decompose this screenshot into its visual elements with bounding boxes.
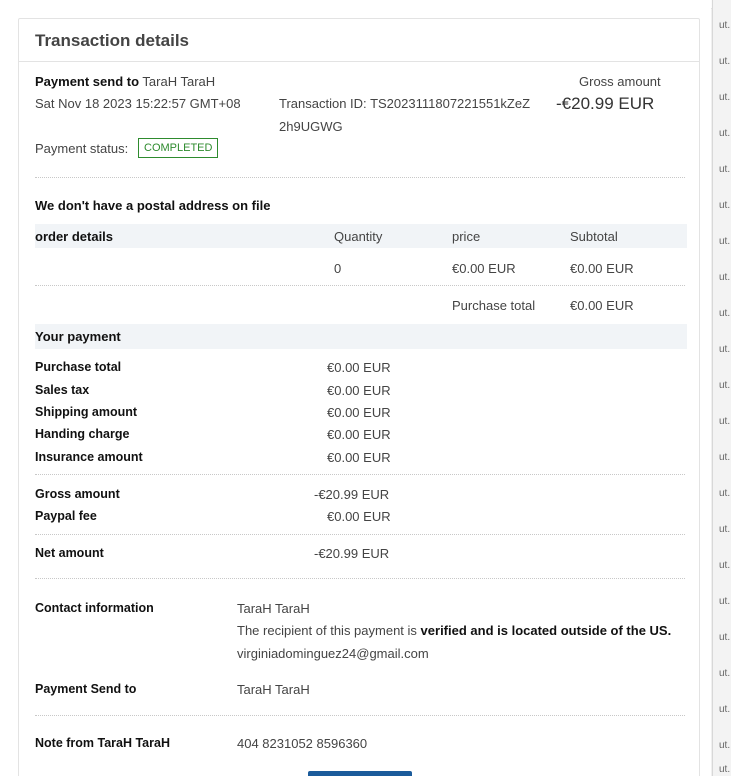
divider: [35, 285, 685, 286]
bg-text-fragment: ut.: [719, 236, 731, 247]
transaction-id-label: Transaction ID:: [279, 96, 367, 111]
paypal-fee-value: €0.00 EUR: [327, 509, 391, 524]
payment-line-value: €0.00 EUR: [327, 383, 391, 398]
bg-text-fragment: ut.: [719, 200, 731, 211]
paypal-fee-label: Paypal fee: [35, 509, 97, 523]
divider: [35, 578, 685, 579]
gross-amount-label: Gross amount: [579, 74, 661, 89]
background-page-strip: [712, 0, 731, 776]
gross-amount-row-label: Gross amount: [35, 487, 120, 501]
page-title: Transaction details: [35, 31, 189, 50]
divider: [35, 534, 685, 535]
transaction-details-card: [18, 18, 700, 776]
bg-text-fragment: ut.: [719, 764, 731, 775]
gross-amount-value: -€20.99 EUR: [556, 94, 655, 113]
bg-text-fragment: ut.: [719, 596, 731, 607]
divider: [35, 474, 685, 475]
net-amount-value: -€20.99 EUR: [314, 546, 390, 561]
payment-line-label: Insurance amount: [35, 450, 143, 464]
payment-line-label: Purchase total: [35, 360, 122, 374]
payment-line-value: €0.00 EUR: [327, 405, 391, 420]
payment-line-value: €0.00 EUR: [327, 427, 391, 442]
verification-notice-emphasis: verified and is located outside of the US.: [420, 623, 672, 638]
bg-text-fragment: ut.: [719, 740, 731, 751]
order-subtotal: €0.00 EUR: [570, 261, 634, 276]
payment-send-to-label: Payment send to: [35, 74, 140, 89]
card-header: [19, 19, 699, 62]
bg-text-fragment: ut.: [719, 524, 731, 535]
payment-line-label: Shipping amount: [35, 405, 138, 419]
order-price: €0.00 EUR: [452, 261, 516, 276]
note-label: Note from TaraH TaraH: [35, 736, 170, 750]
purchase-total-label: Purchase total: [452, 298, 536, 313]
bg-text-fragment: ut.: [719, 416, 731, 427]
divider: [35, 715, 685, 716]
bg-text-fragment: ut.: [719, 128, 731, 139]
bg-text-fragment: ut.: [719, 560, 731, 571]
payment-send-to-value: TaraH TaraH: [237, 682, 310, 697]
gross-amount-row-value: -€20.99 EUR: [314, 487, 390, 502]
transaction-datetime: Sat Nov 18 2023 15:22:57 GMT+08: [35, 96, 241, 111]
payment-send-to-heading: Payment Send to: [35, 682, 137, 696]
verification-notice-text: The recipient of this payment is: [237, 623, 417, 638]
contact-name: TaraH TaraH: [237, 601, 310, 616]
order-quantity: 0: [334, 261, 342, 276]
payment-line-label: Sales tax: [35, 383, 90, 397]
bg-text-fragment: ut.: [719, 308, 731, 319]
recipient-name: TaraH TaraH: [142, 74, 216, 89]
bg-text-fragment: ut.: [719, 668, 731, 679]
recipient-verification-notice: [237, 623, 671, 638]
payment-status-label: Payment status:: [35, 141, 129, 156]
transaction-id-value: TS2023111807221551kZeZ: [370, 96, 531, 111]
bg-text-fragment: ut.: [719, 344, 731, 355]
payment-line-label: Handing charge: [35, 427, 130, 441]
bg-text-fragment: ut.: [719, 56, 731, 67]
your-payment-header-row: [35, 324, 687, 349]
primary-action-button[interactable]: [308, 771, 412, 776]
bg-text-fragment: ut.: [719, 380, 731, 391]
payment-line-value: €0.00 EUR: [327, 450, 391, 465]
bg-text-fragment: ut.: [719, 272, 731, 283]
bg-text-fragment: ut.: [719, 704, 731, 715]
contact-email: virginiadominguez24@gmail.com: [237, 646, 429, 661]
bg-text-fragment: ut.: [719, 632, 731, 643]
net-amount-label: Net amount: [35, 546, 104, 560]
purchase-total-value: €0.00 EUR: [570, 298, 634, 313]
status-badge: COMPLETED: [138, 138, 218, 158]
quantity-column-header: Quantity: [334, 229, 383, 244]
postal-address-notice: We don't have a postal address on file: [35, 198, 271, 213]
payment-send-to-line: [35, 74, 215, 89]
divider: [35, 177, 685, 178]
note-value: 404 8231052 8596360: [237, 736, 368, 751]
price-column-header: price: [452, 229, 481, 244]
payment-line-value: €0.00 EUR: [327, 360, 391, 375]
contact-information-label: Contact information: [35, 601, 154, 615]
bg-text-fragment: ut.: [719, 20, 731, 31]
your-payment-heading: Your payment: [35, 329, 121, 344]
bg-text-fragment: ut.: [719, 488, 731, 499]
subtotal-column-header: Subtotal: [570, 229, 618, 244]
bg-text-fragment: ut.: [719, 164, 731, 175]
bg-text-fragment: ut.: [719, 92, 731, 103]
bg-text-fragment: ut.: [719, 452, 731, 463]
transaction-id-line: [279, 96, 530, 111]
transaction-id-continued: 2h9UGWG: [279, 119, 343, 134]
order-details-heading: order details: [35, 229, 114, 244]
